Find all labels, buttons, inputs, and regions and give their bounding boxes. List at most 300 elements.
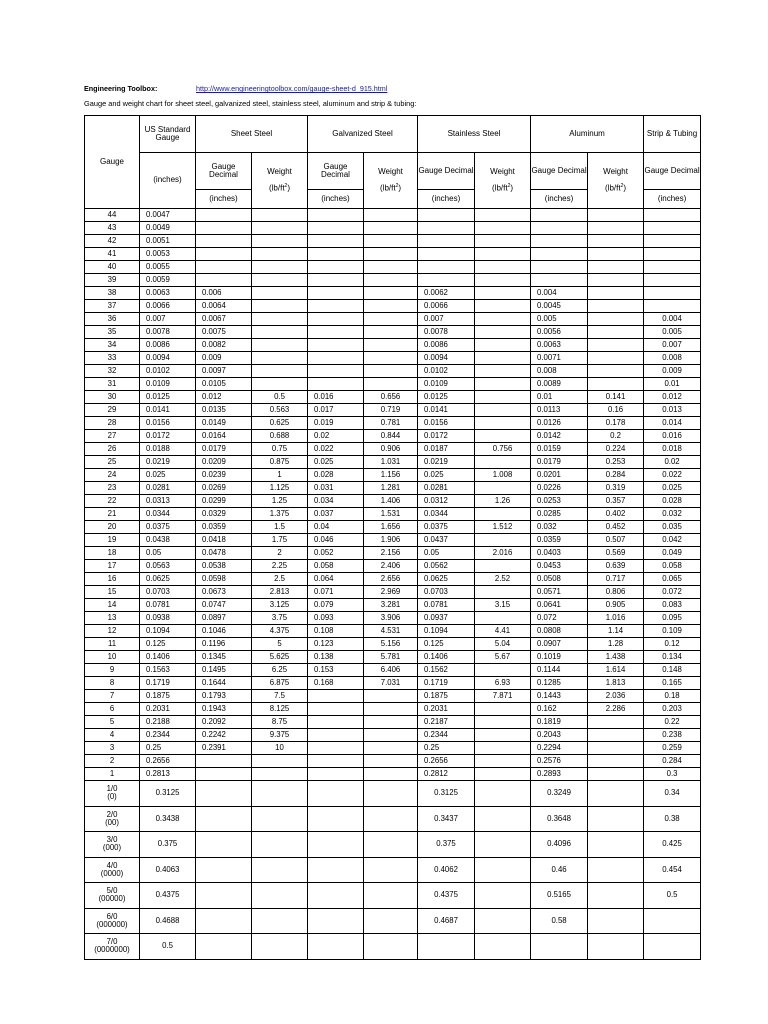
- table-row: [85, 934, 701, 960]
- stainless-weight-cell: [475, 274, 531, 287]
- galvanized-decimal-cell: 0.025: [308, 456, 364, 469]
- strip-tubing-decimal-cell: [644, 908, 701, 934]
- galvanized-weight-cell: [364, 365, 418, 378]
- galvanized-decimal-cell: [308, 235, 364, 248]
- sheet-steel-weight-cell: 1.75: [252, 534, 308, 547]
- strip-tubing-decimal-cell: 0.425: [644, 832, 701, 858]
- sheet-steel-weight-cell: [252, 378, 308, 391]
- aluminum-weight-cell: [588, 378, 644, 391]
- stainless-decimal-cell: 0.1875: [418, 690, 475, 703]
- us-gauge-cell: 0.0438: [140, 534, 196, 547]
- aluminum-weight-cell: 0.717: [588, 573, 644, 586]
- sheet-steel-decimal-cell: 0.0075: [196, 326, 252, 339]
- us-gauge-cell: 0.0172: [140, 430, 196, 443]
- aluminum-decimal-cell: 0.3648: [531, 806, 588, 832]
- galvanized-weight-cell: [364, 222, 418, 235]
- stainless-decimal-cell: 0.0062: [418, 287, 475, 300]
- gauge-cell: 16: [85, 573, 140, 586]
- stainless-decimal-cell: 0.025: [418, 469, 475, 482]
- stainless-weight-cell: [475, 430, 531, 443]
- table-row: [85, 832, 701, 858]
- sheet-steel-decimal-cell: 0.2391: [196, 742, 252, 755]
- strip-tubing-decimal-cell: [644, 209, 701, 222]
- strip-tubing-decimal-cell: 0.5: [644, 883, 701, 909]
- galvanized-decimal-cell: [308, 222, 364, 235]
- sheet-steel-weight-cell: [252, 908, 308, 934]
- table-row: [85, 573, 701, 586]
- galvanized-weight-cell: [364, 261, 418, 274]
- gauge-cell: 3: [85, 742, 140, 755]
- sheet-steel-decimal-cell: 0.0164: [196, 430, 252, 443]
- us-gauge-cell: 0.0125: [140, 391, 196, 404]
- sheet-steel-weight-cell: 0.75: [252, 443, 308, 456]
- strip-tubing-decimal-cell: 0.3: [644, 768, 701, 781]
- gauge-cell: 18: [85, 547, 140, 560]
- stainless-decimal-cell: [418, 934, 475, 960]
- us-gauge-cell: 0.0188: [140, 443, 196, 456]
- aluminum-decimal-cell: 0.1019: [531, 651, 588, 664]
- aluminum-weight-cell: 0.905: [588, 599, 644, 612]
- stainless-weight-cell: [475, 742, 531, 755]
- table-row: [85, 352, 701, 365]
- stainless-decimal-cell: 0.375: [418, 832, 475, 858]
- stainless-decimal-cell: 0.0312: [418, 495, 475, 508]
- sheet-steel-weight-cell: [252, 365, 308, 378]
- table-description: Gauge and weight chart for sheet steel, galvanized steel, stainless steel, aluminum and strip & tubing:: [84, 99, 417, 108]
- sheet-steel-decimal-cell: 0.0269: [196, 482, 252, 495]
- gauge-cell: 25: [85, 456, 140, 469]
- us-gauge-cell: 0.1875: [140, 690, 196, 703]
- sheet-steel-decimal-cell: 0.1943: [196, 703, 252, 716]
- aluminum-weight-cell: [588, 326, 644, 339]
- sheet-steel-weight-cell: 4.375: [252, 625, 308, 638]
- strip-tubing-decimal-cell: [644, 934, 701, 960]
- stainless-weight-cell: 5.04: [475, 638, 531, 651]
- stainless-decimal-cell: 0.0937: [418, 612, 475, 625]
- galvanized-weight-cell: 6.406: [364, 664, 418, 677]
- aluminum-decimal-cell: 0.0226: [531, 482, 588, 495]
- sheet-steel-weight-cell: [252, 261, 308, 274]
- header-gauge-decimal: Gauge Decimal: [531, 153, 588, 190]
- stainless-decimal-cell: 0.05: [418, 547, 475, 560]
- aluminum-weight-cell: [588, 287, 644, 300]
- galvanized-decimal-cell: 0.017: [308, 404, 364, 417]
- stainless-weight-cell: [475, 534, 531, 547]
- gauge-cell: 2: [85, 755, 140, 768]
- gauge-cell: 24: [85, 469, 140, 482]
- aluminum-weight-cell: [588, 222, 644, 235]
- sheet-steel-weight-cell: 0.875: [252, 456, 308, 469]
- gauge-cell: 28: [85, 417, 140, 430]
- stainless-decimal-cell: 0.0156: [418, 417, 475, 430]
- us-gauge-cell: 0.25: [140, 742, 196, 755]
- aluminum-weight-cell: [588, 339, 644, 352]
- galvanized-decimal-cell: [308, 209, 364, 222]
- stainless-weight-cell: [475, 326, 531, 339]
- us-gauge-cell: 0.4688: [140, 908, 196, 934]
- stainless-decimal-cell: 0.0625: [418, 573, 475, 586]
- galvanized-decimal-cell: [308, 934, 364, 960]
- aluminum-weight-cell: [588, 742, 644, 755]
- galvanized-weight-cell: [364, 729, 418, 742]
- sheet-steel-decimal-cell: 0.0897: [196, 612, 252, 625]
- strip-tubing-decimal-cell: 0.12: [644, 638, 701, 651]
- table-row: [85, 222, 701, 235]
- sheet-steel-weight-cell: [252, 934, 308, 960]
- stainless-decimal-cell: [418, 235, 475, 248]
- aluminum-decimal-cell: 0.0201: [531, 469, 588, 482]
- sheet-steel-weight-cell: 0.688: [252, 430, 308, 443]
- galvanized-decimal-cell: 0.108: [308, 625, 364, 638]
- sheet-steel-weight-cell: 2.25: [252, 560, 308, 573]
- galvanized-decimal-cell: [308, 768, 364, 781]
- sheet-steel-decimal-cell: [196, 806, 252, 832]
- sheet-steel-decimal-cell: 0.006: [196, 287, 252, 300]
- gauge-cell: 20: [85, 521, 140, 534]
- table-header: [85, 116, 701, 209]
- header-gauge-decimal: Gauge Decimal: [196, 153, 252, 190]
- stainless-decimal-cell: 0.2031: [418, 703, 475, 716]
- aluminum-weight-cell: 1.813: [588, 677, 644, 690]
- sheet-steel-decimal-cell: [196, 832, 252, 858]
- stainless-weight-cell: [475, 883, 531, 909]
- strip-tubing-decimal-cell: 0.022: [644, 469, 701, 482]
- source-link[interactable]: http://www.engineeringtoolbox.com/gauge-sheet-d_915.html: [196, 84, 388, 93]
- gauge-cell: 6/0 (000000): [85, 908, 140, 934]
- us-gauge-cell: 0.0078: [140, 326, 196, 339]
- aluminum-decimal-cell: 0.008: [531, 365, 588, 378]
- galvanized-weight-cell: 7.031: [364, 677, 418, 690]
- galvanized-weight-cell: 1.906: [364, 534, 418, 547]
- gauge-cell: 15: [85, 586, 140, 599]
- galvanized-decimal-cell: [308, 248, 364, 261]
- aluminum-weight-cell: 0.178: [588, 417, 644, 430]
- galvanized-weight-cell: 0.656: [364, 391, 418, 404]
- table-row: [85, 755, 701, 768]
- us-gauge-cell: 0.3125: [140, 781, 196, 807]
- stainless-decimal-cell: 0.0066: [418, 300, 475, 313]
- gauge-cell: 22: [85, 495, 140, 508]
- aluminum-decimal-cell: 0.004: [531, 287, 588, 300]
- table-body: [85, 209, 701, 960]
- sheet-steel-decimal-cell: [196, 235, 252, 248]
- sheet-steel-weight-cell: 6.875: [252, 677, 308, 690]
- stainless-weight-cell: 2.52: [475, 573, 531, 586]
- aluminum-weight-cell: 1.614: [588, 664, 644, 677]
- stainless-weight-cell: 5.67: [475, 651, 531, 664]
- gauge-cell: 10: [85, 651, 140, 664]
- stainless-weight-cell: [475, 365, 531, 378]
- strip-tubing-decimal-cell: [644, 261, 701, 274]
- aluminum-weight-cell: 0.569: [588, 547, 644, 560]
- galvanized-decimal-cell: [308, 908, 364, 934]
- gauge-cell: 39: [85, 274, 140, 287]
- galvanized-weight-cell: [364, 716, 418, 729]
- table-row: [85, 378, 701, 391]
- sheet-steel-weight-cell: 2.5: [252, 573, 308, 586]
- strip-tubing-decimal-cell: 0.083: [644, 599, 701, 612]
- aluminum-decimal-cell: 0.0089: [531, 378, 588, 391]
- sheet-steel-decimal-cell: [196, 755, 252, 768]
- gauge-cell: 21: [85, 508, 140, 521]
- stainless-weight-cell: [475, 729, 531, 742]
- sheet-steel-decimal-cell: 0.0418: [196, 534, 252, 547]
- table-row: [85, 482, 701, 495]
- strip-tubing-decimal-cell: 0.072: [644, 586, 701, 599]
- stainless-weight-cell: [475, 664, 531, 677]
- galvanized-weight-cell: 0.906: [364, 443, 418, 456]
- sheet-steel-decimal-cell: [196, 261, 252, 274]
- galvanized-weight-cell: 4.531: [364, 625, 418, 638]
- strip-tubing-decimal-cell: 0.005: [644, 326, 701, 339]
- stainless-weight-cell: [475, 261, 531, 274]
- stainless-weight-cell: [475, 209, 531, 222]
- stainless-decimal-cell: 0.0437: [418, 534, 475, 547]
- strip-tubing-decimal-cell: 0.148: [644, 664, 701, 677]
- sheet-steel-weight-cell: [252, 806, 308, 832]
- galvanized-decimal-cell: 0.034: [308, 495, 364, 508]
- stainless-weight-cell: [475, 339, 531, 352]
- header-gauge-decimal: Gauge Decimal: [644, 153, 701, 190]
- strip-tubing-decimal-cell: 0.014: [644, 417, 701, 430]
- header-weight: Weight $(lb/ft^2)$: [252, 153, 308, 209]
- aluminum-weight-cell: [588, 729, 644, 742]
- stainless-decimal-cell: 0.2187: [418, 716, 475, 729]
- sheet-steel-weight-cell: 5: [252, 638, 308, 651]
- aluminum-decimal-cell: 0.0641: [531, 599, 588, 612]
- header-gauge-decimal: Gauge Decimal: [308, 153, 364, 190]
- stainless-decimal-cell: 0.0141: [418, 404, 475, 417]
- us-gauge-cell: 0.0703: [140, 586, 196, 599]
- table-row: [85, 443, 701, 456]
- us-gauge-cell: 0.0051: [140, 235, 196, 248]
- aluminum-weight-cell: 1.016: [588, 612, 644, 625]
- sheet-steel-weight-cell: [252, 209, 308, 222]
- sheet-steel-decimal-cell: 0.1196: [196, 638, 252, 651]
- strip-tubing-decimal-cell: 0.018: [644, 443, 701, 456]
- sheet-steel-weight-cell: 0.5: [252, 391, 308, 404]
- sheet-steel-weight-cell: [252, 883, 308, 909]
- strip-tubing-decimal-cell: 0.042: [644, 534, 701, 547]
- sheet-steel-decimal-cell: 0.0149: [196, 417, 252, 430]
- stainless-decimal-cell: 0.0562: [418, 560, 475, 573]
- galvanized-decimal-cell: 0.123: [308, 638, 364, 651]
- sheet-steel-weight-cell: [252, 274, 308, 287]
- galvanized-weight-cell: 0.781: [364, 417, 418, 430]
- sheet-steel-decimal-cell: [196, 768, 252, 781]
- stainless-weight-cell: [475, 248, 531, 261]
- aluminum-decimal-cell: 0.072: [531, 612, 588, 625]
- strip-tubing-decimal-cell: 0.058: [644, 560, 701, 573]
- stainless-decimal-cell: 0.0086: [418, 339, 475, 352]
- strip-tubing-decimal-cell: [644, 274, 701, 287]
- header-strip-tubing: Strip & Tubing: [644, 116, 701, 153]
- gauge-cell: 1/0 (0): [85, 781, 140, 807]
- sheet-steel-decimal-cell: 0.0359: [196, 521, 252, 534]
- us-gauge-cell: 0.0781: [140, 599, 196, 612]
- galvanized-decimal-cell: 0.071: [308, 586, 364, 599]
- aluminum-decimal-cell: 0.0508: [531, 573, 588, 586]
- stainless-weight-cell: [475, 612, 531, 625]
- gauge-cell: 37: [85, 300, 140, 313]
- table-row: [85, 430, 701, 443]
- header-inches: (inches): [644, 190, 701, 209]
- galvanized-weight-cell: 5.156: [364, 638, 418, 651]
- aluminum-decimal-cell: 0.0285: [531, 508, 588, 521]
- sheet-steel-decimal-cell: 0.0179: [196, 443, 252, 456]
- header-weight: Weight $(lb/ft^2)$: [364, 153, 418, 209]
- gauge-cell: 43: [85, 222, 140, 235]
- sheet-steel-weight-cell: 1.25: [252, 495, 308, 508]
- aluminum-weight-cell: [588, 857, 644, 883]
- gauge-cell: 1: [85, 768, 140, 781]
- table-row: [85, 547, 701, 560]
- galvanized-decimal-cell: [308, 729, 364, 742]
- strip-tubing-decimal-cell: [644, 235, 701, 248]
- aluminum-decimal-cell: 0.0063: [531, 339, 588, 352]
- table-row: [85, 703, 701, 716]
- stainless-weight-cell: [475, 456, 531, 469]
- table-row: [85, 469, 701, 482]
- aluminum-weight-cell: [588, 313, 644, 326]
- sheet-steel-decimal-cell: 0.1046: [196, 625, 252, 638]
- us-gauge-cell: 0.1406: [140, 651, 196, 664]
- table-row: [85, 209, 701, 222]
- galvanized-weight-cell: [364, 287, 418, 300]
- gauge-cell: 14: [85, 599, 140, 612]
- table-row: [85, 638, 701, 651]
- galvanized-decimal-cell: [308, 755, 364, 768]
- strip-tubing-decimal-cell: 0.18: [644, 690, 701, 703]
- sheet-steel-decimal-cell: 0.012: [196, 391, 252, 404]
- sheet-steel-decimal-cell: [196, 248, 252, 261]
- gauge-cell: 6: [85, 703, 140, 716]
- galvanized-weight-cell: 5.781: [364, 651, 418, 664]
- sheet-steel-decimal-cell: 0.0082: [196, 339, 252, 352]
- us-gauge-cell: 0.0047: [140, 209, 196, 222]
- stainless-decimal-cell: 0.0094: [418, 352, 475, 365]
- stainless-decimal-cell: [418, 248, 475, 261]
- strip-tubing-decimal-cell: [644, 300, 701, 313]
- gauge-cell: 33: [85, 352, 140, 365]
- us-gauge-cell: 0.0053: [140, 248, 196, 261]
- aluminum-decimal-cell: 0.1144: [531, 664, 588, 677]
- strip-tubing-decimal-cell: 0.284: [644, 755, 701, 768]
- stainless-weight-cell: [475, 703, 531, 716]
- sheet-steel-weight-cell: [252, 222, 308, 235]
- aluminum-weight-cell: 0.319: [588, 482, 644, 495]
- gauge-cell: 30: [85, 391, 140, 404]
- gauge-cell: 36: [85, 313, 140, 326]
- sheet-steel-weight-cell: [252, 781, 308, 807]
- header-sheet-steel: Sheet Steel: [196, 116, 308, 153]
- sheet-steel-decimal-cell: [196, 274, 252, 287]
- header-stainless-steel: Stainless Steel: [418, 116, 531, 153]
- galvanized-decimal-cell: 0.046: [308, 534, 364, 547]
- gauge-cell: 8: [85, 677, 140, 690]
- us-gauge-cell: 0.1719: [140, 677, 196, 690]
- table-row: [85, 495, 701, 508]
- aluminum-weight-cell: 2.286: [588, 703, 644, 716]
- stainless-decimal-cell: 0.0078: [418, 326, 475, 339]
- us-gauge-cell: 0.05: [140, 547, 196, 560]
- table-row: [85, 274, 701, 287]
- gauge-cell: 2/0 (00): [85, 806, 140, 832]
- gauge-cell: 23: [85, 482, 140, 495]
- galvanized-weight-cell: 1.531: [364, 508, 418, 521]
- stainless-weight-cell: 6.93: [475, 677, 531, 690]
- galvanized-decimal-cell: 0.028: [308, 469, 364, 482]
- aluminum-decimal-cell: 0.4096: [531, 832, 588, 858]
- table-row: [85, 857, 701, 883]
- table-row: [85, 521, 701, 534]
- table-row: [85, 391, 701, 404]
- galvanized-decimal-cell: [308, 352, 364, 365]
- galvanized-weight-cell: 3.906: [364, 612, 418, 625]
- stainless-decimal-cell: 0.0375: [418, 521, 475, 534]
- aluminum-weight-cell: [588, 934, 644, 960]
- aluminum-weight-cell: [588, 209, 644, 222]
- galvanized-weight-cell: 1.156: [364, 469, 418, 482]
- strip-tubing-decimal-cell: 0.065: [644, 573, 701, 586]
- galvanized-decimal-cell: 0.058: [308, 560, 364, 573]
- gauge-cell: 40: [85, 261, 140, 274]
- gauge-cell: 27: [85, 430, 140, 443]
- aluminum-decimal-cell: 0.0571: [531, 586, 588, 599]
- header-inches: (inches): [531, 190, 588, 209]
- sheet-steel-weight-cell: [252, 857, 308, 883]
- sheet-steel-decimal-cell: [196, 857, 252, 883]
- us-gauge-cell: 0.0109: [140, 378, 196, 391]
- stainless-decimal-cell: 0.4062: [418, 857, 475, 883]
- galvanized-weight-cell: [364, 908, 418, 934]
- sheet-steel-weight-cell: [252, 755, 308, 768]
- sheet-steel-weight-cell: 8.75: [252, 716, 308, 729]
- galvanized-weight-cell: 1.281: [364, 482, 418, 495]
- table-row: [85, 806, 701, 832]
- sheet-steel-decimal-cell: 0.0598: [196, 573, 252, 586]
- table-row: [85, 612, 701, 625]
- header-inches: (inches): [308, 190, 364, 209]
- galvanized-weight-cell: [364, 248, 418, 261]
- sheet-steel-weight-cell: [252, 300, 308, 313]
- aluminum-decimal-cell: 0.0126: [531, 417, 588, 430]
- us-gauge-cell: 0.0281: [140, 482, 196, 495]
- stainless-weight-cell: [475, 908, 531, 934]
- galvanized-weight-cell: 0.844: [364, 430, 418, 443]
- sheet-steel-decimal-cell: [196, 908, 252, 934]
- gauge-cell: 7/0 (0000000): [85, 934, 140, 960]
- stainless-decimal-cell: 0.1562: [418, 664, 475, 677]
- galvanized-weight-cell: 0.719: [364, 404, 418, 417]
- sheet-steel-decimal-cell: [196, 209, 252, 222]
- sheet-steel-weight-cell: 0.625: [252, 417, 308, 430]
- strip-tubing-decimal-cell: 0.165: [644, 677, 701, 690]
- stainless-weight-cell: [475, 768, 531, 781]
- sheet-steel-weight-cell: 1.5: [252, 521, 308, 534]
- gauge-cell: 41: [85, 248, 140, 261]
- table-row: [85, 625, 701, 638]
- aluminum-decimal-cell: [531, 222, 588, 235]
- strip-tubing-decimal-cell: 0.012: [644, 391, 701, 404]
- aluminum-weight-cell: [588, 365, 644, 378]
- table-row: [85, 883, 701, 909]
- galvanized-decimal-cell: 0.138: [308, 651, 364, 664]
- header-gauge-decimal: Gauge Decimal: [418, 153, 475, 190]
- aluminum-decimal-cell: 0.0403: [531, 547, 588, 560]
- us-gauge-cell: 0.2656: [140, 755, 196, 768]
- gauge-cell: 35: [85, 326, 140, 339]
